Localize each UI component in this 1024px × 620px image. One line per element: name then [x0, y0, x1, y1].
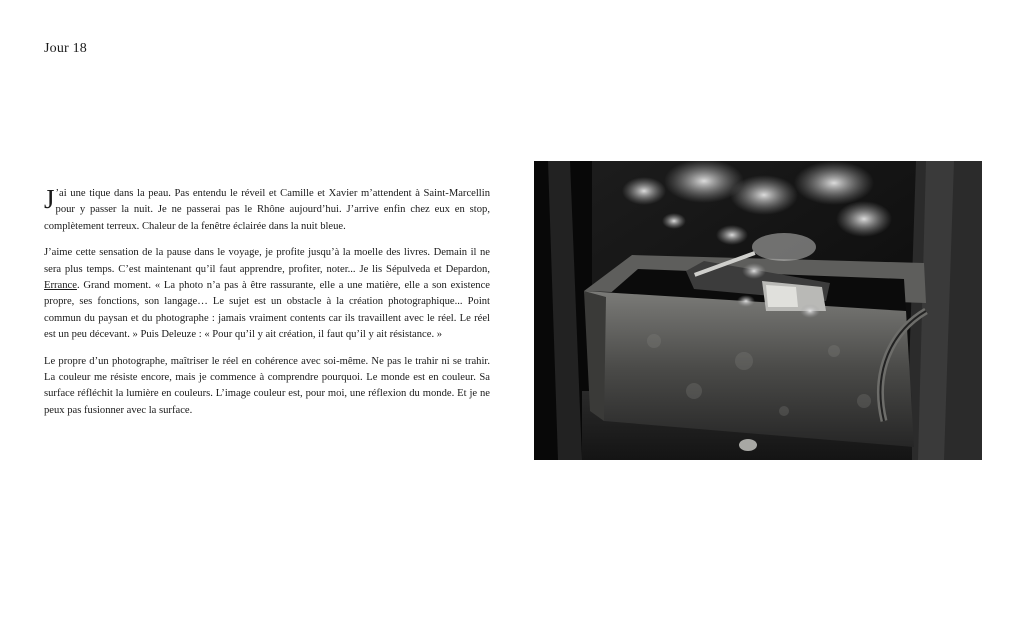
book-title: Errance: [44, 280, 77, 292]
paragraph-2-text-before: J’aime cette sensation de la pause dans le voyage, je profite jusqu’à la moelle des livres. Demain il ne sera plus temps. C’est maintenant qu’il faut apprendre, profiter, noter... Je lis Sépulveda et Depardon,: [44, 247, 490, 275]
journal-text: [44, 186, 490, 429]
photo-illustration: [534, 161, 982, 460]
paragraph-1-text: ’ai une tique dans la peau. Pas entendu le réveil et Camille et Xavier m’attendent à Saint-Marcellin pour y passer la nuit. Je ne passerai pas le Rhône aujourd’hui. J’arrive enfin chez eux en stop, complètement terreux. Chaleur de la fenêtre éclairée dans la nuit bleue.: [44, 188, 490, 232]
paragraph-2-text-after: . Grand moment. « La photo n’a pas à être rassurante, elle a une matière, elle a son existence propre, ses fonctions, son langage… Le sujet est un obstacle à la création photographique... Point commun du paysan et du photographe : jamais vraiment contents car ils travaillent avec le réel. Le réel est un peu décevant. » Puis Deleuze : « Pour qu’il y ait création, il faut qu’il y ait résistance. »: [44, 280, 490, 341]
paragraph-2: [44, 245, 490, 343]
photograph-stone-trough: [534, 161, 982, 460]
paragraph-3: Le propre d’un photographe, maîtriser le réel en cohérence avec soi-même. Ne pas le trahir ni se trahir. La couleur me résiste encore, mais je commence à comprendre pourquoi. Le monde est en couleur. Sa surface réfléchit la lumière en couleurs. L’image couleur est, pour moi, une réflexion du monde. Et je ne peux pas fusionner avec la surface.: [44, 355, 490, 416]
page-heading: Jour 18: [44, 41, 88, 56]
paragraph-1: [44, 186, 490, 235]
drop-cap: J: [44, 184, 55, 214]
